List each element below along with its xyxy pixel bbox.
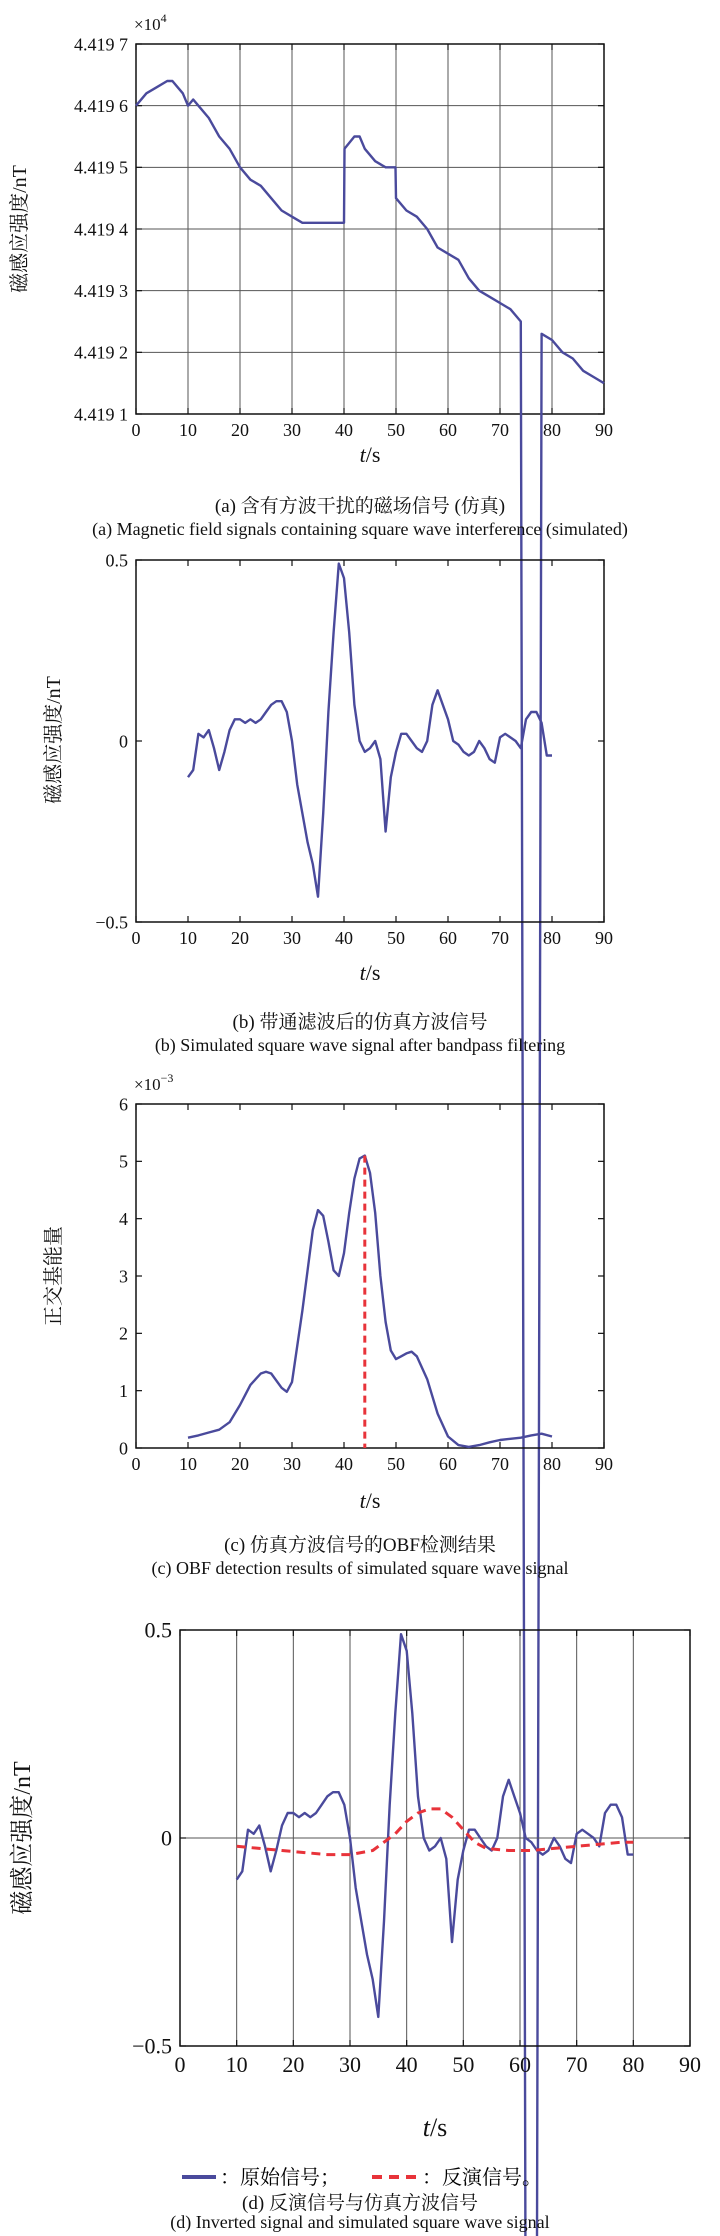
x-tick-label: 80 [622,2052,645,2077]
x-tick-label: 30 [283,1454,301,1474]
x-tick-label: 30 [339,2052,361,2077]
x-axis-label: t/s [359,1488,381,1513]
x-tick-label: 50 [387,928,405,948]
x-tick-label: 20 [231,928,249,948]
x-tick-label: 20 [231,1454,249,1474]
x-tick-label: 70 [491,1454,509,1474]
x-tick-label: 80 [543,1454,561,1474]
y-tick-label: 4.419 4 [74,219,128,240]
x-tick-label: 40 [335,1454,353,1474]
caption-d-zh: (d) 反演信号与仿真方波信号 [242,2193,478,2214]
x-tick-label: 90 [595,1454,613,1474]
caption-c-zh: (c) 仿真方波信号的OBF检测结果 [224,1535,496,1556]
y-tick-label: 0 [119,1438,128,1459]
y-tick-label: 0 [161,1825,172,1851]
y-tick-label: 4.419 6 [74,95,128,116]
x-tick-label: 0 [131,1454,141,1474]
x-tick-label: 70 [491,420,509,440]
caption-b-zh: (b) 带通滤波后的仿真方波信号 [232,1012,488,1033]
x-tick-label: 50 [387,1454,405,1474]
x-tick-label: 40 [335,420,353,440]
y-tick-label: 0.5 [105,550,128,571]
x-tick-label: 10 [225,2052,248,2077]
axis-exponent: $\times 10^4$ [134,11,167,34]
y-tick-label: 4.419 2 [74,342,128,363]
axis-exponent: $\times 10^{-3}$ [134,1071,174,1094]
y-tick-label: 0 [119,731,128,752]
x-tick-label: 90 [595,928,613,948]
y-tick-label: 4.419 1 [74,404,128,425]
y-axis-label: 磁感应强度/nT [43,676,65,804]
caption-b-en: (b) Simulated square wave signal after bandpass filtering [154,1035,566,1055]
y-tick-label: 4.419 3 [74,280,128,301]
caption-c-en: (c) OBF detection results of simulated square wave signal [151,1558,569,1578]
x-tick-label: 80 [543,420,561,440]
legend-original-label: ：原始信号； [220,2165,340,2189]
x-axis-label: t/s [359,442,381,467]
x-tick-label: 80 [543,928,561,948]
y-axis-label: 磁感应强度/nT [10,1761,36,1915]
caption-a-zh: (a) 含有方波干扰的磁场信号 (仿真) [214,496,506,517]
x-tick-label: 20 [231,420,249,440]
x-tick-label: 90 [595,420,613,440]
x-tick-label: 40 [395,2052,418,2077]
legend-inverted-label: ：反演信号。 [422,2165,542,2189]
x-tick-label: 10 [179,420,197,440]
y-tick-label: 3 [119,1266,128,1287]
x-axis-label: t/s [422,2113,448,2142]
y-tick-label: 6 [119,1094,128,1115]
x-tick-label: 30 [283,928,301,948]
x-tick-label: 50 [387,420,405,440]
y-tick-label: 4.419 7 [74,34,128,55]
y-axis-label: 磁感应强度/nT [9,165,31,293]
x-tick-label: 60 [439,1454,457,1474]
x-tick-label: 0 [131,420,141,440]
x-tick-label: 20 [282,2052,305,2077]
x-tick-label: 0 [131,928,141,948]
x-tick-label: 10 [179,928,197,948]
x-tick-label: 10 [179,1454,197,1474]
x-tick-label: 70 [565,2052,588,2077]
x-tick-label: 70 [491,928,509,948]
y-axis-label: 正交基能量 [43,1226,65,1326]
y-tick-label: 2 [119,1323,128,1344]
y-tick-label: −0.5 [95,912,128,933]
x-axis-label: t/s [359,960,381,985]
x-tick-label: 60 [509,2052,531,2077]
y-tick-label: 1 [119,1380,128,1401]
y-tick-label: 5 [119,1151,128,1172]
y-tick-label: 0.5 [144,1617,172,1643]
caption-a-en: (a) Magnetic field signals containing square wave interference (simulated) [92,519,628,539]
caption-d-en: (d) Inverted signal and simulated square wave signal [170,2212,550,2232]
x-tick-label: 0 [174,2052,186,2077]
y-tick-label: 4.419 5 [74,157,128,178]
x-tick-label: 40 [335,928,353,948]
x-tick-label: 50 [452,2052,475,2077]
x-tick-label: 30 [283,420,301,440]
x-tick-label: 60 [439,420,457,440]
series-line-原始信号 [237,1634,634,2017]
y-tick-label: 4 [119,1208,128,1229]
x-tick-label: 60 [439,928,457,948]
x-tick-label: 90 [679,2052,701,2077]
y-tick-label: −0.5 [132,2033,172,2059]
